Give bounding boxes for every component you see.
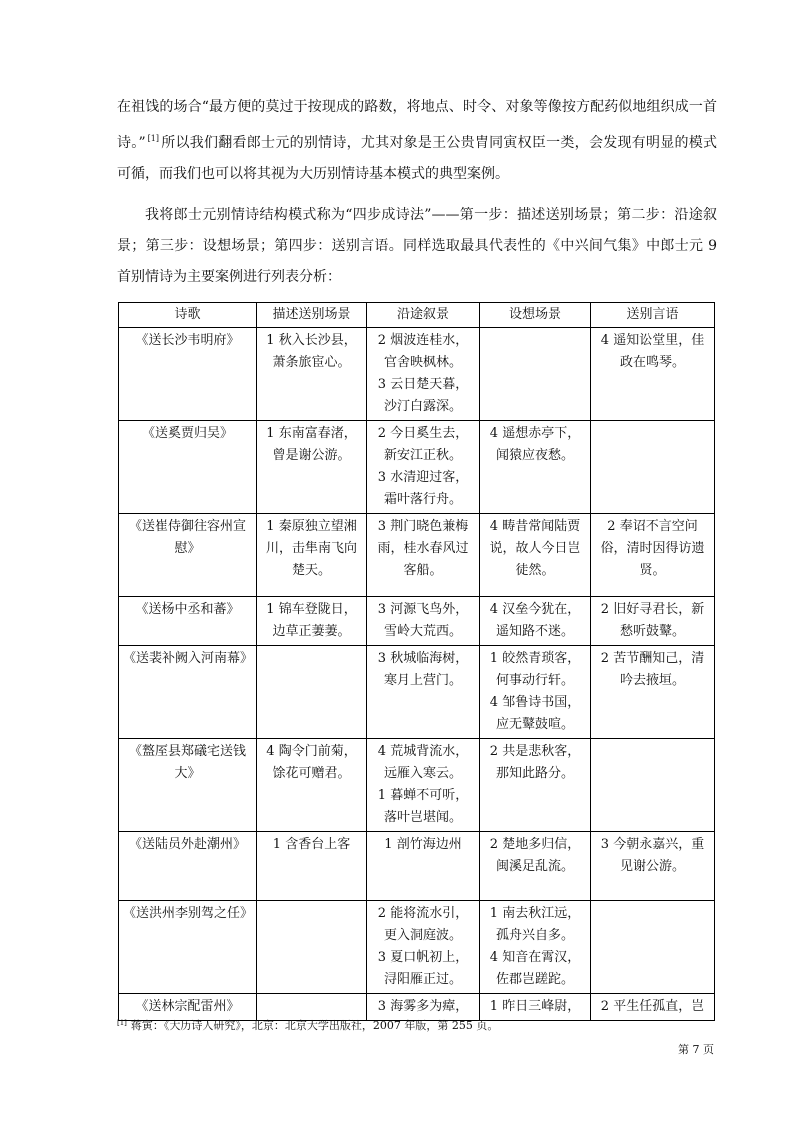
imagine-line: 佐郡岂蹉跎。 — [495, 972, 574, 987]
poem-cell: 《送林宗配雷州》 — [119, 994, 257, 1021]
table-row — [119, 901, 715, 994]
imagine-line: 遥知路不迷。 — [495, 624, 574, 639]
journey-line: 沙汀白露深。 — [383, 399, 462, 414]
words-cell — [591, 597, 715, 646]
journey-line: 1 暮蝉不可听， — [377, 788, 469, 803]
table-header-row — [119, 303, 715, 328]
words-cell — [591, 832, 715, 901]
journey-line: 2 能将流水引， — [377, 906, 469, 921]
scene-cell — [257, 597, 367, 646]
journey-line: 3 荆门晓色兼梅 — [377, 519, 469, 534]
words-line: 贤。 — [639, 563, 666, 578]
journey-cell — [367, 832, 480, 901]
scene-line: 4 陶令门前菊， — [266, 744, 357, 759]
words-cell — [591, 994, 715, 1021]
words-line: 2 平生任孤直，岂 — [600, 999, 705, 1014]
scene-line: 曾是谢公游。 — [272, 448, 351, 463]
journey-cell — [367, 597, 480, 646]
journey-cell — [367, 328, 480, 421]
header-words: 送别言语 — [591, 303, 715, 328]
imagine-cell — [480, 597, 591, 646]
journey-line: 更入洞庭波。 — [383, 928, 462, 943]
imagine-cell — [480, 646, 591, 739]
scene-line: 1 锦车登陇日， — [266, 602, 357, 617]
journey-cell — [367, 901, 480, 994]
imagine-line: 孤舟兴自多。 — [495, 928, 574, 943]
journey-cell — [367, 421, 480, 514]
poem-cell: 《送裴补阙入河南幕》 — [119, 646, 257, 739]
imagine-line: 何事动行轩。 — [495, 673, 574, 688]
journey-line: 雪岭大荒西。 — [383, 624, 462, 639]
footnote-text: 蒋寅：《大历诗人研究》，北京：北京大学出版社，2007 年版，第 255 页。 — [130, 1019, 499, 1032]
journey-line: 浔阳雁正过。 — [383, 972, 462, 987]
poem-cell: 《送杨中丞和蕃》 — [119, 597, 257, 646]
imagine-line: 2 共是悲秋客， — [489, 744, 581, 759]
scene-cell — [257, 832, 367, 901]
header-poem: 诗歌 — [119, 303, 257, 328]
journey-line: 3 河源飞鸟外， — [377, 602, 469, 617]
scene-line: 1 秦原独立望湘 — [266, 519, 357, 534]
scene-line: 川，击隼南飞向 — [265, 541, 357, 556]
scene-line: 楚天。 — [291, 563, 331, 578]
table-row — [119, 832, 715, 901]
header-scene: 描述送别场景 — [257, 303, 367, 328]
table-row — [119, 597, 715, 646]
poem-cell: 《送奚贾归吴》 — [119, 421, 257, 514]
words-line: 见谢公游。 — [619, 859, 685, 874]
words-line: 吟去掖垣。 — [619, 673, 685, 688]
scene-line: 1 秋入长沙县， — [266, 333, 357, 348]
imagine-line: 说，故人今日岂 — [489, 541, 581, 556]
journey-line: 霜叶落行舟。 — [383, 492, 462, 507]
journey-line: 雨，桂水春风过 — [377, 541, 469, 556]
imagine-line: 4 知音在霄汉， — [489, 950, 581, 965]
words-cell — [591, 901, 715, 994]
scene-line: 边草正萋萋。 — [272, 624, 351, 639]
scene-cell — [257, 739, 367, 832]
footnote-mark: [1] — [117, 1019, 127, 1027]
words-line: 4 遥知讼堂里，佳 — [600, 333, 705, 348]
imagine-line: 4 畴昔常闻陆贾 — [489, 519, 581, 534]
footnote-ref[interactable]: [1] — [147, 134, 160, 143]
imagine-cell — [480, 832, 591, 901]
scene-cell — [257, 646, 367, 739]
journey-line: 远雁入寒云。 — [383, 766, 462, 781]
poem-cell: 《送陆员外赴潮州》 — [119, 832, 257, 901]
imagine-line: 闻猿应夜愁。 — [495, 448, 574, 463]
imagine-line: 2 楚地多归信， — [489, 837, 581, 852]
scene-cell — [257, 421, 367, 514]
header-imagine: 设想场景 — [480, 303, 591, 328]
journey-line: 官舍映枫林。 — [383, 355, 462, 370]
journey-cell — [367, 739, 480, 832]
imagine-cell — [480, 901, 591, 994]
journey-line: 3 水清迎过客， — [377, 470, 469, 485]
table-row — [119, 421, 715, 514]
imagine-line: 徒然。 — [515, 563, 555, 578]
journey-line: 3 海雾多为瘴， — [377, 999, 469, 1014]
words-line: 俗，清时因得访遗 — [600, 541, 705, 556]
header-journey: 沿途叙景 — [367, 303, 480, 328]
imagine-cell — [480, 739, 591, 832]
imagine-line: 闽溪足乱流。 — [495, 859, 574, 874]
journey-line: 落叶岂堪闻。 — [383, 810, 462, 825]
scene-line: 1 含香台上客 — [272, 837, 351, 852]
words-cell — [591, 514, 715, 597]
journey-cell — [367, 514, 480, 597]
words-cell — [591, 739, 715, 832]
journey-line: 2 今日奚生去， — [377, 426, 469, 441]
words-line: 2 奉诏不言空问 — [607, 519, 698, 534]
words-line: 愁听鼓鼙。 — [619, 624, 685, 639]
words-line: 2 旧好寻君长，新 — [600, 602, 705, 617]
table-row — [119, 739, 715, 832]
words-cell — [591, 328, 715, 421]
journey-cell — [367, 646, 480, 739]
page-number: 第 7 页 — [678, 1043, 714, 1056]
imagine-line: 应无鼙鼓喧。 — [495, 717, 574, 732]
scene-line: 1 东南富春渚， — [266, 426, 357, 441]
poem-cell: 《盩厔县郑礒宅送钱大》 — [119, 739, 257, 832]
journey-line: 3 秋城临海树， — [377, 651, 469, 666]
imagine-cell — [480, 328, 591, 421]
journey-line: 3 云日楚天暮， — [377, 377, 469, 392]
words-cell — [591, 646, 715, 739]
imagine-line: 1 昨日三峰尉， — [489, 999, 581, 1014]
scene-cell — [257, 514, 367, 597]
paragraph-1 — [117, 92, 717, 190]
scene-cell — [257, 328, 367, 421]
poem-cell: 《送崔侍御往容州宣慰》 — [119, 514, 257, 597]
poem-cell: 《送洪州李别驾之任》 — [119, 901, 257, 994]
imagine-line: 那知此路分。 — [495, 766, 574, 781]
journey-line: 寒月上营门。 — [383, 673, 462, 688]
journey-line: 2 烟波连桂水， — [377, 333, 469, 348]
paragraph-1-text-a: 在祖饯的场合“最方便的莫过于按现成的路数，将地点、时令、对象等像按方配药似地组织成一首诗。” — [117, 99, 717, 151]
footnote — [117, 1016, 498, 1033]
table-row — [119, 514, 715, 597]
journey-line: 3 夏口帆初上， — [377, 950, 469, 965]
words-line: 3 今朝永嘉兴，重 — [600, 837, 705, 852]
journey-line: 1 剖竹海边州 — [384, 837, 462, 852]
journey-line: 4 荒城背流水， — [377, 744, 469, 759]
imagine-line: 4 邹鲁诗书国， — [489, 695, 581, 710]
journey-line: 新安江正秋。 — [383, 448, 462, 463]
imagine-line: 4 汉垒今犹在， — [489, 602, 581, 617]
words-cell — [591, 421, 715, 514]
scene-line: 馀花可赠君。 — [272, 766, 351, 781]
words-line: 政在鸣琴。 — [619, 355, 685, 370]
scene-cell — [257, 901, 367, 994]
imagine-line: 1 南去秋江远， — [489, 906, 581, 921]
paragraph-1-text-b: 所以我们翻看郎士元的别情诗，尤其对象是王公贵胄同寅权臣一类，会发现有明显的模式可循，而我们也可以将其视为大历别情诗基本模式的典型案例。 — [117, 135, 717, 182]
analysis-table — [118, 302, 715, 1021]
imagine-line: 4 遥想赤亭下， — [489, 426, 581, 441]
imagine-cell — [480, 421, 591, 514]
poem-cell: 《送长沙韦明府》 — [119, 328, 257, 421]
imagine-line: 1 皎然青琐客， — [489, 651, 581, 666]
journey-line: 客船。 — [403, 563, 443, 578]
words-line: 2 苦节酬知己，清 — [600, 651, 705, 666]
table-row — [119, 646, 715, 739]
table-row — [119, 328, 715, 421]
paragraph-2: 我将郎士元别情诗结构模式称为“四步成诗法”——第一步：描述送别场景；第二步：沿途叙景；第三步：设想场景；第四步：送别言语。同样选取最具代表性的《中兴间气集》中郎士元 9 首别情诗为主要案例进行列表分析： — [117, 207, 717, 285]
scene-line: 萧条旅宦心。 — [272, 355, 351, 370]
imagine-cell — [480, 514, 591, 597]
